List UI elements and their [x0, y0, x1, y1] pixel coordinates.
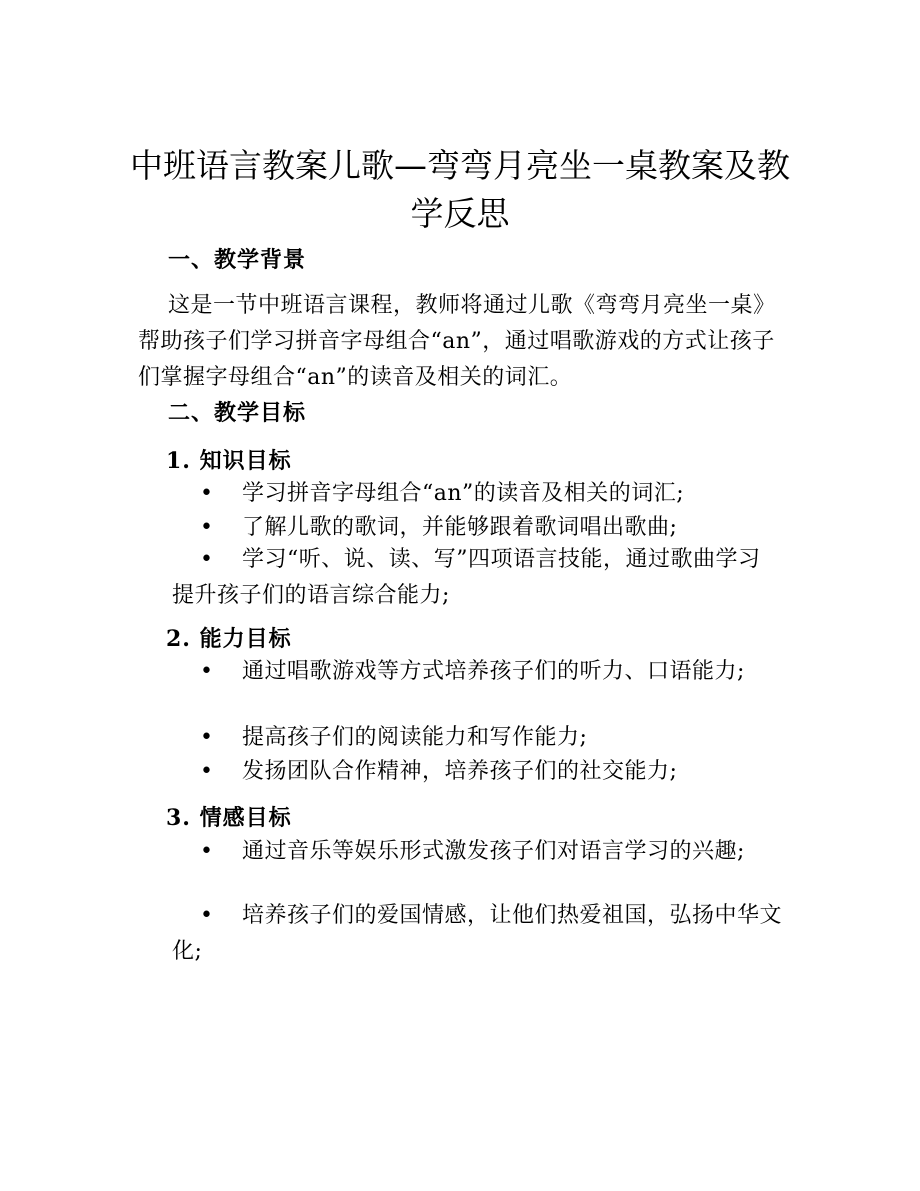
list-item: [172, 476, 782, 512]
document-title: 中班语言教案儿歌—弯弯月亮坐一桌教案及教学反思: [130, 146, 790, 233]
subsection-heading-knowledge: 1. 知识目标: [166, 448, 292, 474]
bullet-icon: •: [200, 759, 214, 784]
bullet-icon: •: [200, 659, 214, 684]
bullet-icon: •: [200, 481, 214, 506]
subsection-heading-ability: 2. 能力目标: [166, 626, 292, 652]
list-item-text: 提高孩子们的阅读能力和写作能力;: [242, 725, 588, 750]
list-item: [172, 510, 782, 546]
bullet-icon: •: [200, 515, 214, 540]
subsection-heading-emotion: 3. 情感目标: [166, 805, 292, 831]
list-item: [172, 720, 782, 756]
background-paragraph: 这是一节中班语言课程，教师将通过儿歌《弯弯月亮坐一桌》帮助孩子们学习拼音字母组合“an”，通过唱歌游戏的方式让孩子们掌握字母组合“an”的读音及相关的词汇。: [138, 293, 776, 390]
bullet-icon: •: [200, 903, 214, 928]
list-item-text: 培养孩子们的爱国情感，让他们热爱祖国，弘扬中华文化;: [172, 903, 783, 964]
list-item-text: 学习“听、说、读、写”四项语言技能，通过歌曲学习提升孩子们的语言综合能力;: [172, 547, 761, 608]
list-item-text: 学习拼音字母组合“an”的读音及相关的词汇;: [242, 481, 685, 506]
section-heading-background: 一、教学背景: [168, 247, 307, 273]
list-item: [172, 542, 782, 614]
list-item: [172, 654, 782, 690]
list-item-text: 通过音乐等娱乐形式激发孩子们对语言学习的兴趣;: [242, 839, 745, 864]
bullet-icon: •: [200, 547, 214, 572]
list-item: [172, 898, 782, 970]
section-heading-objectives: 二、教学目标: [168, 400, 307, 426]
list-item-text: 了解儿歌的歌词，并能够跟着歌词唱出歌曲;: [242, 515, 678, 540]
list-item-text: 发扬团队合作精神，培养孩子们的社交能力;: [242, 759, 678, 784]
list-item-text: 通过唱歌游戏等方式培养孩子们的听力、口语能力;: [242, 659, 745, 684]
list-item: [172, 834, 782, 870]
bullet-icon: •: [200, 725, 214, 750]
list-item: [172, 754, 782, 790]
bullet-icon: •: [200, 839, 214, 864]
